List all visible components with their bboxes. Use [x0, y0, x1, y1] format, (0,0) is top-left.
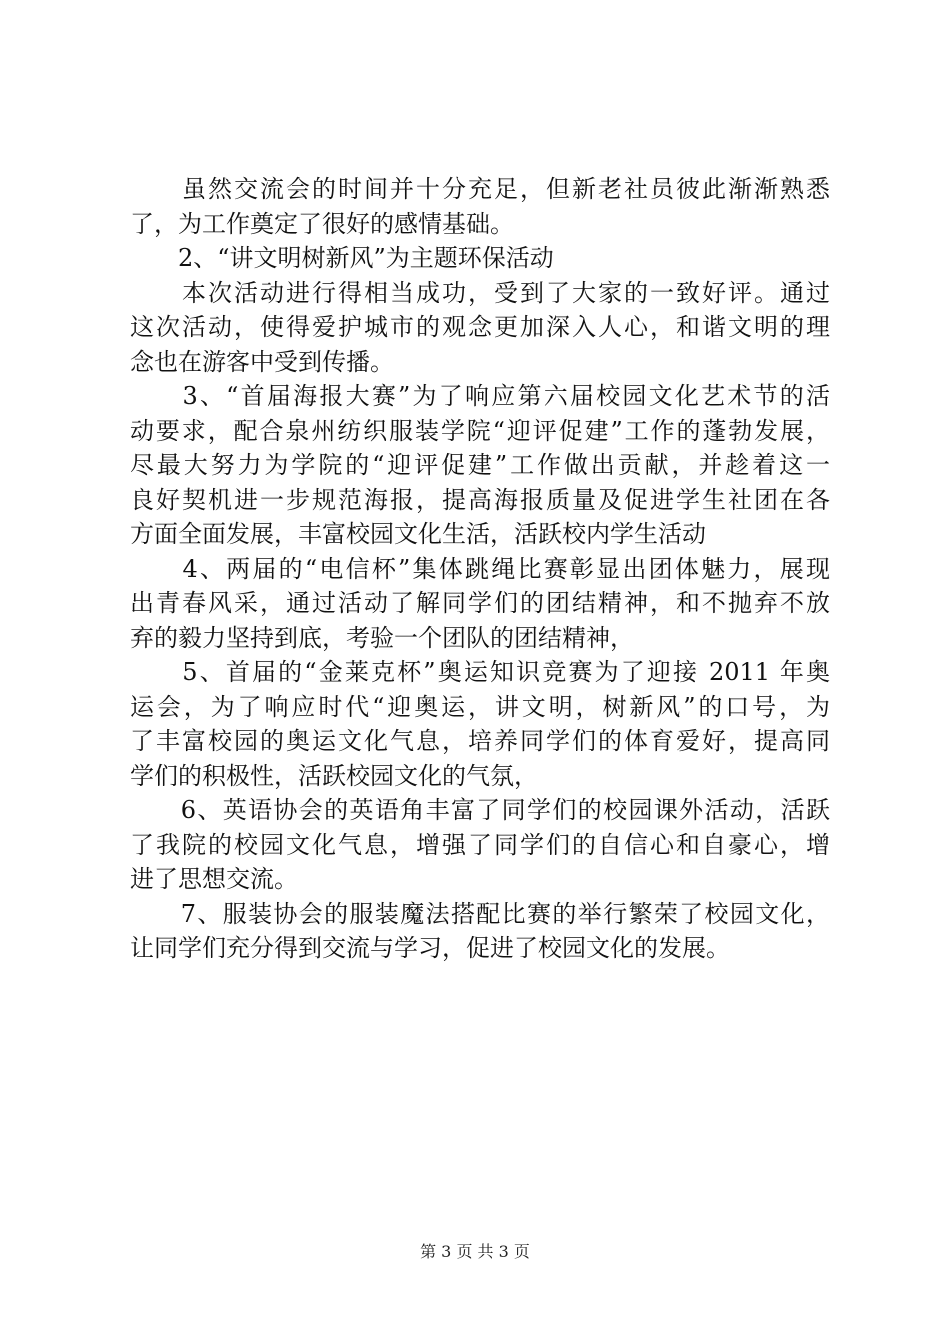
- text-line: 5、首届的“金莱克杯”奥运知识竞赛为了迎接 2011 年奥: [130, 658, 830, 686]
- text-line: 方面全面发展，丰富校园文化生活，活跃校内学生活动: [130, 520, 706, 548]
- text-line: 出青春风采，通过活动了解同学们的团结精神，和不抛弃不放: [130, 589, 830, 617]
- text-line: 尽最大努力为学院的“迎评促建”工作做出贡献，并趁着这一: [130, 451, 830, 479]
- text-line: 运会，为了响应时代“迎奥运，讲文明，树新风”的口号，为: [130, 692, 830, 721]
- text-line: 进了思想交流。: [130, 865, 298, 893]
- text-line: 本次活动进行得相当成功，受到了大家的一致好评。通过: [130, 278, 830, 307]
- text-line: 弃的毅力坚持到底，考验一个团队的团结精神，: [130, 623, 634, 652]
- text-line: 动要求，配合泉州纺织服装学院“迎评促建”工作的蓬勃发展，: [130, 416, 830, 445]
- text-line: 这次活动，使得爱护城市的观念更加深入人心，和谐文明的理: [130, 313, 830, 341]
- text-line: 6、英语协会的英语角丰富了同学们的校园课外活动，活跃: [130, 796, 830, 824]
- text-line: 了我院的校园文化气息，增强了同学们的自信心和自豪心，增: [130, 830, 830, 859]
- text-line: 7、服装协会的服装魔法搭配比赛的举行繁荣了校园文化，: [130, 899, 830, 928]
- document-body: [130, 172, 830, 966]
- text-line: 3、“首届海报大赛”为了响应第六届校园文化艺术节的活: [130, 382, 830, 410]
- text-line: 了，为工作奠定了很好的感情基础。: [130, 209, 514, 238]
- text-line: 了丰富校园的奥运文化气息，培养同学们的体育爱好，提高同: [130, 727, 830, 755]
- text-line: 良好契机进一步规范海报，提高海报质量及促进学生社团在各: [130, 485, 830, 514]
- text-line: 学们的积极性，活跃校园文化的气氛，: [130, 761, 538, 790]
- page-number-footer: 第 3 页 共 3 页: [420, 1242, 530, 1261]
- text-line: 虽然交流会的时间并十分充足，但新老社员彼此渐渐熟悉: [130, 175, 830, 203]
- text-line: 2、“讲文明树新风”为主题环保活动: [130, 244, 554, 272]
- text-line: 让同学们充分得到交流与学习，促进了校园文化的发展。: [130, 934, 730, 962]
- text-line: 念也在游客中受到传播。: [130, 347, 394, 376]
- text-line: 4、两届的“电信杯”集体跳绳比赛彰显出团体魅力，展现: [130, 554, 830, 583]
